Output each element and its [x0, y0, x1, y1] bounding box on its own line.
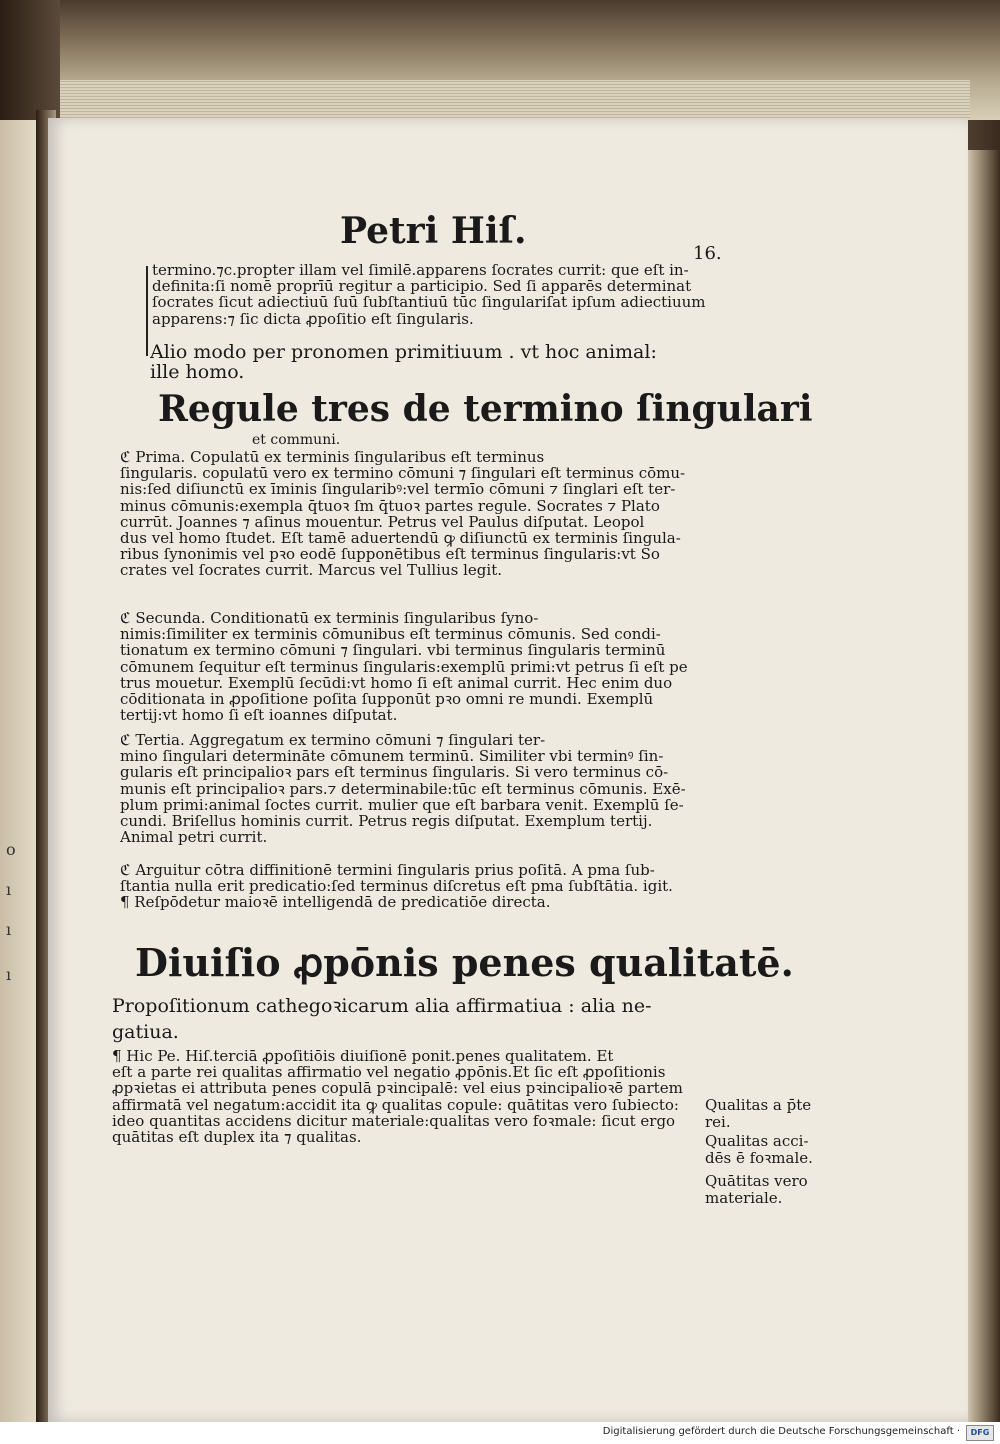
section-heading: Regule tres de termino ſingulari — [158, 388, 813, 430]
rule-prima: ℭ Prima. Copulatū ex terminis ſingularibus eſt terminus ſingularis. copulatū vero ex termino cōmuni ⁊ ſingulari eſt terminus cōmu- nis:ſed diſiunctū ex īminis ſingularibꝰ:vel termīo cōmuni ⁊ ſinglari eſt ter- minus cōmunis:exempla q̄tuoꝛ ſm q̄tuoꝛ partes regule. Socrates ⁊ Plato currūt. Joannes ⁊ aſinus mouentur. Petrus vel Paulus diſputat. Leopol dus vel homo ſtudet. Eſt tamē aduertendū ꝙ diſiunctū ex terminis ſingula- ribus ſynonimis vel pꝛo eodē ſupponētibus eſt terminus ſingularis:vt So crates vel ſocrates currit. Marcus vel Tullius legit. — [120, 449, 686, 579]
section-subheading: et communi. — [252, 432, 341, 448]
objection-paragraph: ℭ Arguitur cōtra diffinitionē termini ſingularis prius poſitā. A pma ſub- ſtantia nulla erit predicatio:ſed terminus diſcretus eſt pma ſubſtātia. igit. ¶ Reſpōdetur maioꝛē intelligendā de predicatiōe directa. — [120, 862, 673, 911]
running-head: Petri Hiſ. — [340, 210, 527, 252]
page-block-edge — [60, 80, 970, 120]
footer-credit: Digitalisierung gefördert durch die Deutsche Forschungsgemeinschaft · — [602, 1426, 960, 1437]
bracket-mark — [146, 266, 148, 356]
margin-note: Qualitas acci- dēs ē foꝛmale. — [705, 1132, 813, 1167]
main-text-propositio: Propoſitionum cathegoꝛicarum alia affirmatiua : alia ne- gatiua. — [112, 995, 652, 1043]
margin-note: Quātitas vero materiale. — [705, 1172, 808, 1207]
page-number: 16. — [693, 243, 722, 264]
paragraph-alio-modo: Alio modo per pronomen primitiuum . vt hoc animal: ille homo. — [150, 342, 657, 382]
left-page-fragment: ı — [6, 920, 12, 939]
paragraph-continuation: termino.⁊c.propter illam vel ſimilē.apparens ſocrates currit: que eſt in- definita:ſi nomē proprīū regitur a participio. Sed ſi apparēs determinat ſocrates ſicut adiectiuū ſuū ſubſtantiuū tūc ſingulariſat ipſum adiectiuum apparens:⁊ ſic dicta ꝓpoſitio eſt ſingularis. — [152, 262, 706, 327]
commentary-paragraph: ¶ Hic Pe. Hiſ.terciā ꝓpoſitiōis diuiſionē ponit.penes qualitatem. Et eſt a parte rei qualitas affirmatio vel negatio ꝓpōnis.Et ſic eſt ꝓpoſitionis ꝓpꝛietas ei attributa penes copulā pꝛincipalē: vel eius pꝛincipalioꝛē partem affirmatā vel negatum:accidit ita ꝙ qualitas copule: quātitas vero ſubiecto: ideo quantitas accidens dicitur materiale:qualitas vero foꝛmale: ſicut ergo quātitas eſt duplex ita ⁊ qualitas. — [112, 1048, 683, 1146]
rule-tertia: ℭ Tertia. Aggregatum ex termino cōmuni ⁊ ſingulari ter- mino ſingulari determināte cōmunem terminū. Similiter vbi terminꝰ ſin- gularis eſt principalioꝛ pars eſt terminus ſingularis. Si vero terminus cō- munis eſt principalioꝛ pars.⁊ determinabile:tūc eſt terminus cōmunis. Exē- plum primi:animal ſoctes currit. mulier que eſt barbara venit. Exemplū ſe- cundi. Briſellus hominis currit. Petrus regis diſputat. Exemplum tertij. Animal petri currit. — [120, 732, 686, 846]
book-right-edge — [966, 150, 1000, 1422]
left-page-fragment: ı — [6, 880, 12, 899]
left-page-fragment: o — [6, 840, 16, 859]
section-heading-divisio: Diuiſio ꝓpōnis penes qualitatē. — [135, 940, 794, 985]
book-top-edge — [60, 0, 1000, 120]
margin-note: Qualitas a p̄te rei. — [705, 1096, 812, 1131]
rule-secunda: ℭ Secunda. Conditionatū ex terminis ſingularibus ſyno- nimis:ſimiliter ex terminis cōmunibus eſt terminus cōmunis. Sed condi- tionatum ex termino cōmuni ⁊ ſingulari. vbi terminus ſingularis terminū cōmunem ſequitur eſt terminus ſingularis:exemplū primi:vt petrus ſi eſt pe trus mouetur. Exemplū ſecūdi:vt homo ſi eſt animal currit. Hec enim duo cōditionata in ꝓpoſitione poſita ſupponūt pꝛo omni re mundi. Exemplū tertij:vt homo ſi eſt ioannes diſputat. — [120, 610, 688, 724]
left-page-fragment: ı — [6, 965, 12, 984]
dfg-logo: DFG — [966, 1425, 994, 1441]
